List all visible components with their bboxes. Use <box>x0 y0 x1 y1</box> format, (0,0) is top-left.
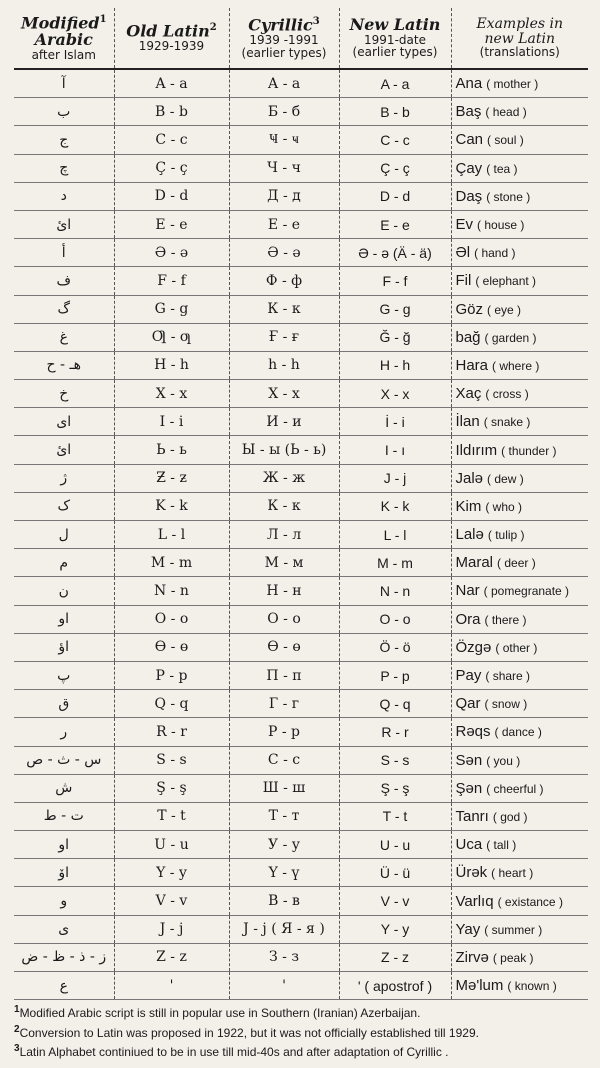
cell-example <box>451 831 588 859</box>
cell-arabic: او <box>14 605 114 633</box>
cell-new-latin: A - a <box>339 69 451 98</box>
example-translation: ( garden ) <box>484 330 537 345</box>
example-translation: ( existance ) <box>497 894 563 909</box>
cell-old-latin: Ƣ - ƣ <box>114 323 229 351</box>
cell-old-latin: Z - z <box>114 943 229 971</box>
example-translation: ( cross ) <box>485 387 529 402</box>
example-word: İlan <box>455 413 480 431</box>
example-word: Lalə <box>455 526 484 544</box>
table-row <box>14 577 588 605</box>
table-row <box>14 549 588 577</box>
cell-old-latin: R - r <box>114 718 229 746</box>
cell-cyrillic: Ј - ј ( Я - я ) <box>229 915 339 943</box>
cell-new-latin: Ü - ü <box>339 859 451 887</box>
table-row <box>14 154 588 182</box>
cell-cyrillic: Ф - ф <box>229 267 339 295</box>
cell-arabic: هـ - ح <box>14 351 114 379</box>
table-row <box>14 661 588 689</box>
table-row <box>14 464 588 492</box>
alphabet-table <box>14 8 588 1000</box>
cell-old-latin: M - m <box>114 549 229 577</box>
cell-cyrillic: һ - һ <box>229 351 339 379</box>
cell-cyrillic: Л - л <box>229 521 339 549</box>
cell-example <box>451 887 588 915</box>
cell-cyrillic: Г - г <box>229 690 339 718</box>
cell-old-latin: Ş - ş <box>114 774 229 802</box>
table-row <box>14 718 588 746</box>
cell-new-latin: X - x <box>339 380 451 408</box>
example-translation: ( cheerful ) <box>486 781 544 796</box>
example-translation: ( summer ) <box>484 922 543 937</box>
example-word: Ev <box>455 216 474 234</box>
cell-new-latin: Y - y <box>339 915 451 943</box>
example-word: Maral <box>455 554 494 572</box>
cell-example <box>451 577 588 605</box>
cell-example <box>451 295 588 323</box>
cell-arabic: أ <box>14 239 114 267</box>
cell-new-latin: O - o <box>339 605 451 633</box>
example-word: Tanrı <box>455 807 489 825</box>
cell-cyrillic: А - а <box>229 69 339 98</box>
cell-cyrillic: Х - х <box>229 380 339 408</box>
cell-cyrillic: И - и <box>229 408 339 436</box>
example-word: Ana <box>455 75 483 93</box>
cell-cyrillic: Р - р <box>229 718 339 746</box>
cell-new-latin: K - k <box>339 492 451 520</box>
cell-cyrillic: Ы - ы (Ь - ь) <box>229 436 339 464</box>
table-row <box>14 943 588 971</box>
cell-example <box>451 972 588 1000</box>
cell-arabic: اۆ <box>14 859 114 887</box>
example-word: Uca <box>455 836 483 854</box>
cell-cyrillic: Ә - ә <box>229 239 339 267</box>
example-translation: ( snake ) <box>483 415 531 430</box>
table-row <box>14 972 588 1000</box>
cell-new-latin: İ - i <box>339 408 451 436</box>
cell-old-latin: X - x <box>114 380 229 408</box>
cell-cyrillic: Д - д <box>229 182 339 210</box>
footnote-3: $^3$Latin Alphabet continiued to be in use till mid-40s and after adaptation of Cyrillic . <box>14 1043 449 1059</box>
table-row <box>14 887 588 915</box>
table-row <box>14 436 588 464</box>
example-translation: ( peak ) <box>492 950 534 965</box>
table-row <box>14 746 588 774</box>
cell-arabic: م <box>14 549 114 577</box>
cell-cyrillic: П - п <box>229 661 339 689</box>
table-row <box>14 521 588 549</box>
cell-example <box>451 802 588 830</box>
cell-new-latin: Ş - ş <box>339 774 451 802</box>
header-examples: Examples in new Latin (translations) <box>451 8 588 69</box>
cell-old-latin: Ɵ - ɵ <box>114 633 229 661</box>
cell-old-latin: L - l <box>114 521 229 549</box>
cell-example <box>451 943 588 971</box>
table-row <box>14 210 588 238</box>
cell-old-latin: Ь - ь <box>114 436 229 464</box>
table-row <box>14 859 588 887</box>
example-word: Çay <box>455 159 483 177</box>
cell-old-latin: B - b <box>114 98 229 126</box>
cell-example <box>451 549 588 577</box>
cell-example <box>451 351 588 379</box>
table-row <box>14 351 588 379</box>
cell-new-latin: E - e <box>339 210 451 238</box>
cell-new-latin: U - u <box>339 831 451 859</box>
cell-arabic: ج <box>14 126 114 154</box>
example-word: Özgə <box>455 638 492 656</box>
cell-new-latin: H - h <box>339 351 451 379</box>
cell-cyrillic: Ғ - ғ <box>229 323 339 351</box>
cell-arabic: ق <box>14 690 114 718</box>
cell-cyrillic: У - у <box>229 831 339 859</box>
example-translation: ( known ) <box>507 979 557 994</box>
cell-cyrillic: В - в <box>229 887 339 915</box>
cell-cyrillic: Т - т <box>229 802 339 830</box>
cell-arabic: ن <box>14 577 114 605</box>
table-row <box>14 690 588 718</box>
cell-cyrillic: Ү - ү <box>229 859 339 887</box>
table-row <box>14 605 588 633</box>
cell-example <box>451 267 588 295</box>
cell-new-latin: Ö - ö <box>339 633 451 661</box>
cell-arabic: ش <box>14 774 114 802</box>
cell-cyrillic: К - к <box>229 492 339 520</box>
cell-cyrillic: Ҹ - ҹ <box>229 126 339 154</box>
table-row <box>14 408 588 436</box>
table-row <box>14 182 588 210</box>
cell-cyrillic: Ж - ж <box>229 464 339 492</box>
cell-old-latin: S - s <box>114 746 229 774</box>
example-word: bağ <box>455 328 481 346</box>
table-row <box>14 98 588 126</box>
cell-example <box>451 521 588 549</box>
cell-arabic: او <box>14 831 114 859</box>
table-row <box>14 69 588 98</box>
example-word: Zirvə <box>455 948 489 966</box>
cell-new-latin: R - r <box>339 718 451 746</box>
table-row <box>14 239 588 267</box>
example-translation: ( there ) <box>484 612 527 627</box>
cell-example <box>451 605 588 633</box>
example-translation: ( snow ) <box>484 697 528 712</box>
cell-cyrillic: Ч - ч <box>229 154 339 182</box>
cell-new-latin: Q - q <box>339 690 451 718</box>
example-translation: ( soul ) <box>487 133 524 148</box>
cell-arabic: ائ <box>14 210 114 238</box>
table-row <box>14 323 588 351</box>
cell-new-latin: D - d <box>339 182 451 210</box>
cell-example <box>451 408 588 436</box>
footnotes <box>14 1002 594 1061</box>
example-word: Can <box>455 131 484 149</box>
cell-example <box>451 436 588 464</box>
example-word: Nar <box>455 582 480 600</box>
cell-new-latin: M - m <box>339 549 451 577</box>
cell-arabic: گ <box>14 295 114 323</box>
example-translation: ( you ) <box>486 753 521 768</box>
cell-old-latin: Ç - ç <box>114 154 229 182</box>
cell-arabic: خ <box>14 380 114 408</box>
cell-example <box>451 210 588 238</box>
example-word: Göz <box>455 300 484 318</box>
example-translation: ( pomegranate ) <box>483 584 570 599</box>
cell-arabic: د <box>14 182 114 210</box>
cell-cyrillic: М - м <box>229 549 339 577</box>
cell-arabic: اؤ <box>14 633 114 661</box>
example-translation: ( other ) <box>495 640 538 655</box>
cell-new-latin: V - v <box>339 887 451 915</box>
cell-old-latin: ' <box>114 972 229 1000</box>
cell-new-latin: Ğ - ğ <box>339 323 451 351</box>
cell-old-latin: V - v <box>114 887 229 915</box>
example-translation: ( stone ) <box>486 189 531 204</box>
cell-old-latin: J - j <box>114 915 229 943</box>
example-word: Qar <box>455 695 481 713</box>
cell-cyrillic: К - к <box>229 295 339 323</box>
cell-old-latin: K - k <box>114 492 229 520</box>
cell-example <box>451 69 588 98</box>
example-translation: ( god ) <box>492 809 528 824</box>
cell-old-latin: Ə - ə <box>114 239 229 267</box>
cell-old-latin: F - f <box>114 267 229 295</box>
example-translation: ( heart ) <box>491 866 534 881</box>
header-old-latin: Old Latin$^2$ 1929-1939 <box>114 8 229 69</box>
cell-new-latin: L - l <box>339 521 451 549</box>
cell-old-latin: U - u <box>114 831 229 859</box>
cell-arabic: آ <box>14 69 114 98</box>
example-translation: ( dance ) <box>494 725 542 740</box>
example-word: Kim <box>455 497 482 515</box>
cell-old-latin: A - a <box>114 69 229 98</box>
cell-arabic: غ <box>14 323 114 351</box>
example-word: Sən <box>455 751 483 769</box>
cell-new-latin: N - n <box>339 577 451 605</box>
cell-example <box>451 690 588 718</box>
footnote-2: $^2$Conversion to Latin was proposed in 1922, but it was not officially established till 1929. <box>14 1023 479 1040</box>
cell-example <box>451 126 588 154</box>
example-translation: ( tea ) <box>486 161 518 176</box>
header-row <box>14 8 588 69</box>
example-word: Baş <box>455 103 482 121</box>
example-word: Daş <box>455 187 483 205</box>
cell-example <box>451 323 588 351</box>
example-translation: ( hand ) <box>474 246 516 261</box>
cell-cyrillic: Н - н <box>229 577 339 605</box>
example-word: Varlıq <box>455 892 494 910</box>
cell-cyrillic: ' <box>229 972 339 1000</box>
cell-old-latin: H - h <box>114 351 229 379</box>
example-translation: ( eye ) <box>487 302 522 317</box>
example-translation: ( tulip ) <box>487 528 525 543</box>
cell-arabic: ز - ذ - ظ - ض <box>14 943 114 971</box>
table-row <box>14 774 588 802</box>
example-word: Yay <box>455 920 481 938</box>
cell-old-latin: Ƶ - ƶ <box>114 464 229 492</box>
cell-old-latin: G - g <box>114 295 229 323</box>
cell-example <box>451 633 588 661</box>
cell-new-latin: G - g <box>339 295 451 323</box>
table-row <box>14 802 588 830</box>
cell-arabic: ف <box>14 267 114 295</box>
table-row <box>14 267 588 295</box>
cell-example <box>451 746 588 774</box>
example-translation: ( house ) <box>477 218 525 233</box>
cell-arabic: چ <box>14 154 114 182</box>
example-word: Ora <box>455 610 481 628</box>
example-translation: ( deer ) <box>497 556 536 571</box>
cell-example <box>451 239 588 267</box>
cell-cyrillic: Е - е <box>229 210 339 238</box>
header-new-latin: New Latin 1991-date (earlier types) <box>339 8 451 69</box>
example-word: Mə'lum <box>455 977 504 995</box>
example-translation: ( where ) <box>492 358 540 373</box>
example-translation: ( head ) <box>485 105 527 120</box>
cell-arabic: ب <box>14 98 114 126</box>
example-translation: ( who ) <box>485 499 523 514</box>
cell-new-latin: F - f <box>339 267 451 295</box>
cell-arabic: ای <box>14 408 114 436</box>
cell-new-latin: Z - z <box>339 943 451 971</box>
example-translation: ( share ) <box>485 669 531 684</box>
cell-new-latin: T - t <box>339 802 451 830</box>
example-translation: ( thunder ) <box>501 443 557 458</box>
cell-new-latin: C - c <box>339 126 451 154</box>
cell-old-latin: O - o <box>114 605 229 633</box>
table-row <box>14 126 588 154</box>
cell-old-latin: I - i <box>114 408 229 436</box>
cell-arabic: پ <box>14 661 114 689</box>
cell-arabic: ت - ط <box>14 802 114 830</box>
cell-old-latin: Y - y <box>114 859 229 887</box>
cell-cyrillic: З - з <box>229 943 339 971</box>
cell-arabic: ژ <box>14 464 114 492</box>
cell-old-latin: T - t <box>114 802 229 830</box>
example-word: Şən <box>455 779 483 797</box>
table-row <box>14 915 588 943</box>
cell-arabic: ر <box>14 718 114 746</box>
cell-example <box>451 859 588 887</box>
table-row <box>14 633 588 661</box>
cell-arabic: س - ث - ص <box>14 746 114 774</box>
cell-old-latin: Q - q <box>114 690 229 718</box>
cell-new-latin: J - j <box>339 464 451 492</box>
cell-old-latin: C - c <box>114 126 229 154</box>
cell-new-latin: I - ı <box>339 436 451 464</box>
cell-cyrillic: С - с <box>229 746 339 774</box>
cell-cyrillic: Б - б <box>229 98 339 126</box>
cell-arabic: ی <box>14 915 114 943</box>
example-translation: ( dew ) <box>487 471 524 486</box>
cell-example <box>451 154 588 182</box>
cell-cyrillic: Ш - ш <box>229 774 339 802</box>
cell-arabic: ع <box>14 972 114 1000</box>
example-word: Hara <box>455 356 489 374</box>
example-word: Ürək <box>455 864 488 882</box>
example-word: Xaç <box>455 385 482 403</box>
table-row <box>14 380 588 408</box>
example-word: Əl <box>455 244 471 262</box>
cell-example <box>451 661 588 689</box>
cell-old-latin: P - p <box>114 661 229 689</box>
cell-cyrillic: О - о <box>229 605 339 633</box>
cell-example <box>451 182 588 210</box>
cell-new-latin: S - s <box>339 746 451 774</box>
cell-example <box>451 774 588 802</box>
cell-new-latin: ' ( apostrof ) <box>339 972 451 1000</box>
cell-arabic: ائ <box>14 436 114 464</box>
example-word: Pay <box>455 667 482 685</box>
example-word: Ildırım <box>455 441 498 459</box>
cell-cyrillic: Ө - ө <box>229 633 339 661</box>
cell-new-latin: Ə - ə (Ä - ä) <box>339 239 451 267</box>
example-word: Jalə <box>455 469 484 487</box>
cell-old-latin: D - d <box>114 182 229 210</box>
table-row <box>14 492 588 520</box>
cell-example <box>451 98 588 126</box>
header-cyrillic: Cyrillic$^3$ 1939 -1991 (earlier types) <box>229 8 339 69</box>
example-translation: ( elephant ) <box>475 274 537 289</box>
cell-example <box>451 915 588 943</box>
cell-old-latin: E - e <box>114 210 229 238</box>
cell-new-latin: P - p <box>339 661 451 689</box>
example-word: Fil <box>455 272 472 290</box>
table-row <box>14 295 588 323</box>
example-translation: ( mother ) <box>486 77 539 92</box>
cell-arabic: و <box>14 887 114 915</box>
cell-example <box>451 380 588 408</box>
cell-example <box>451 718 588 746</box>
header-arabic: Modified$^1$ Arabic after Islam <box>14 8 114 69</box>
example-translation: ( tall ) <box>486 838 517 853</box>
footnote-1: $^1$Modified Arabic script is still in popular use in Southern (Iranian) Azerbaijan. <box>14 1004 421 1020</box>
cell-old-latin: N - n <box>114 577 229 605</box>
cell-new-latin: Ç - ç <box>339 154 451 182</box>
cell-arabic: ل <box>14 521 114 549</box>
cell-new-latin: B - b <box>339 98 451 126</box>
cell-arabic: ک <box>14 492 114 520</box>
table-row <box>14 831 588 859</box>
cell-example <box>451 464 588 492</box>
example-word: Rəqs <box>455 723 491 741</box>
cell-example <box>451 492 588 520</box>
